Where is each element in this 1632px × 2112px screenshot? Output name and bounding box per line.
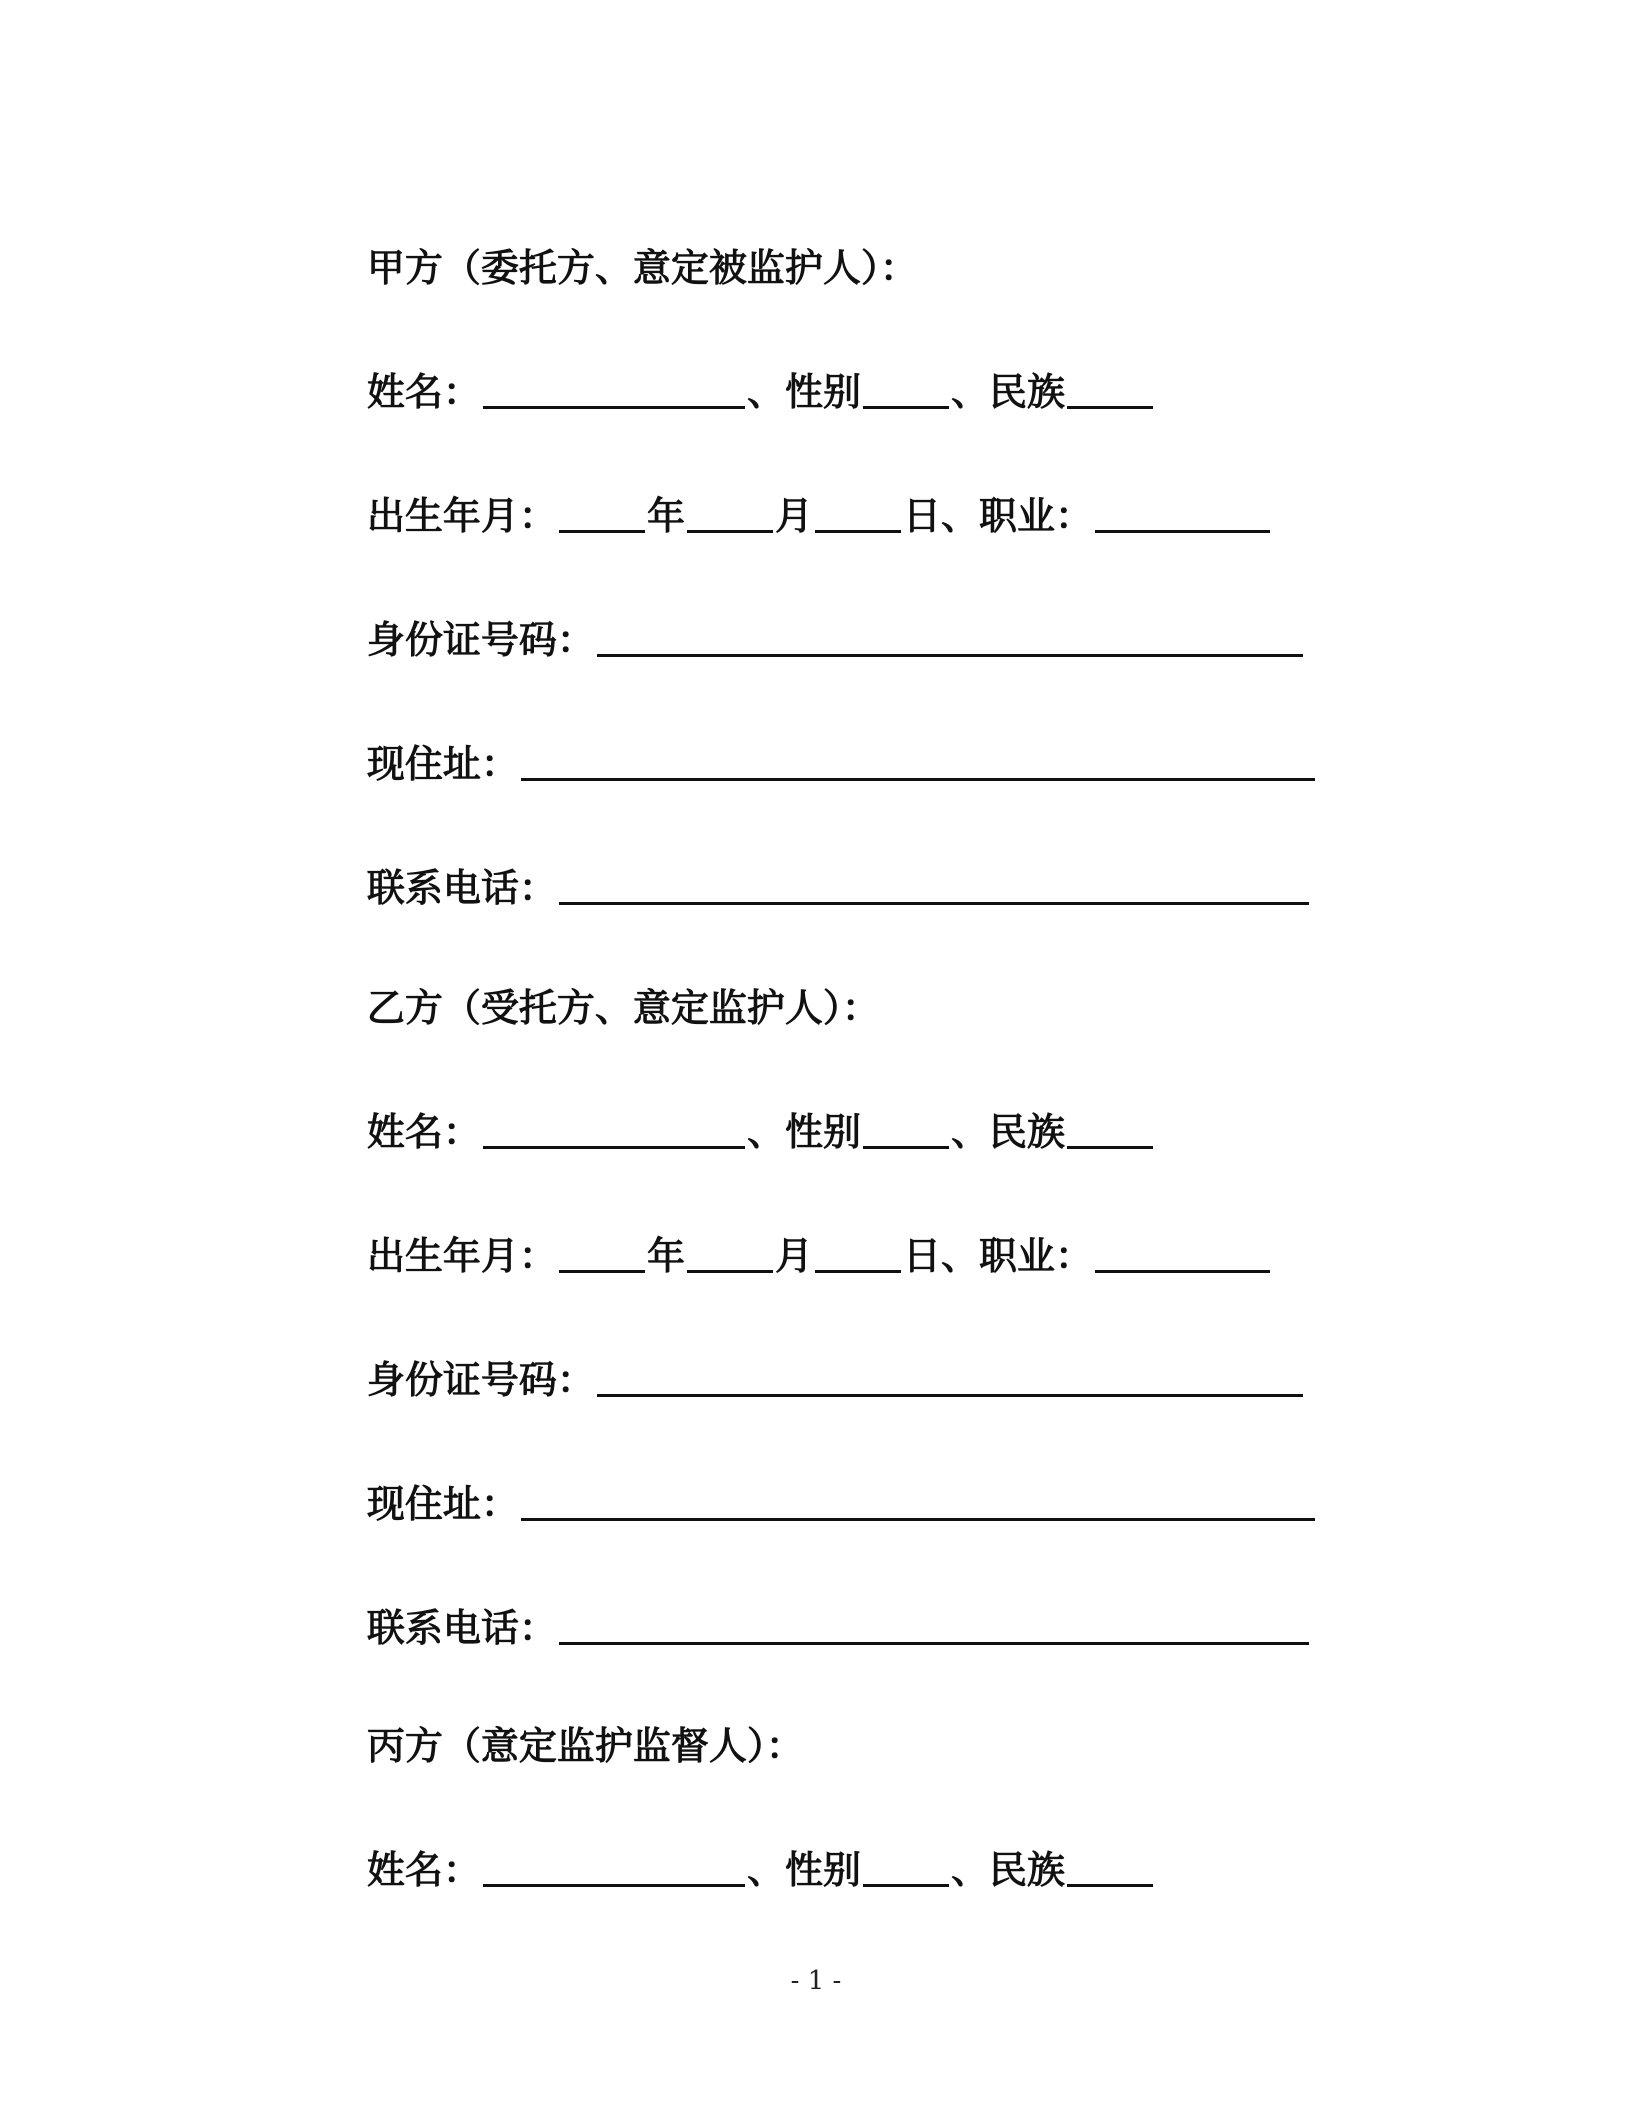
- birth-year-blank[interactable]: [559, 500, 645, 533]
- gender-blank[interactable]: [863, 376, 949, 409]
- ethnicity-label: 、民族: [950, 370, 1065, 414]
- birth-day-blank[interactable]: [815, 500, 901, 533]
- year-label: 年: [646, 1234, 685, 1278]
- birth-label: 出生年月：: [366, 494, 557, 538]
- id-label: 身份证号码：: [366, 618, 595, 662]
- party-c-name-row: [314, 1792, 1155, 1948]
- party-c-heading-text: 丙方（意定监护监督人）：: [366, 1724, 804, 1768]
- party-a-heading-text: 甲方（委托方、意定被监护人）：: [366, 246, 918, 290]
- id-label: 身份证号码：: [366, 1358, 595, 1402]
- name-blank[interactable]: [483, 376, 745, 409]
- birth-month-blank[interactable]: [687, 1240, 773, 1273]
- gender-label: 、性别: [746, 370, 861, 414]
- id-blank[interactable]: [597, 624, 1303, 657]
- day-occupation-label: 日、职业：: [902, 494, 1093, 538]
- year-label: 年: [646, 494, 685, 538]
- gender-label: 、性别: [746, 1110, 861, 1154]
- month-label: 月: [774, 494, 813, 538]
- birth-day-blank[interactable]: [815, 1240, 901, 1273]
- birth-month-blank[interactable]: [687, 500, 773, 533]
- phone-label: 联系电话：: [366, 866, 557, 910]
- day-occupation-label: 日、职业：: [902, 1234, 1093, 1278]
- ethnicity-blank[interactable]: [1067, 376, 1153, 409]
- phone-label: 联系电话：: [366, 1606, 557, 1650]
- birth-label: 出生年月：: [366, 1234, 557, 1278]
- name-label: 姓名：: [366, 1848, 481, 1892]
- page-number: - 1 -: [790, 1966, 842, 1996]
- address-blank[interactable]: [521, 1488, 1315, 1521]
- gender-label: 、性别: [746, 1848, 861, 1892]
- occupation-blank[interactable]: [1095, 500, 1270, 533]
- phone-blank[interactable]: [559, 1612, 1309, 1645]
- party-b-heading-text: 乙方（受托方、意定监护人）：: [366, 986, 880, 1030]
- gender-blank[interactable]: [863, 1116, 949, 1149]
- month-label: 月: [774, 1234, 813, 1278]
- ethnicity-blank[interactable]: [1067, 1854, 1153, 1887]
- address-label: 现住址：: [366, 742, 519, 786]
- ethnicity-label: 、民族: [950, 1110, 1065, 1154]
- name-blank[interactable]: [483, 1116, 745, 1149]
- name-label: 姓名：: [366, 1110, 481, 1154]
- birth-year-blank[interactable]: [559, 1240, 645, 1273]
- address-label: 现住址：: [366, 1482, 519, 1526]
- name-label: 姓名：: [366, 370, 481, 414]
- gender-blank[interactable]: [863, 1854, 949, 1887]
- name-blank[interactable]: [483, 1854, 745, 1887]
- phone-blank[interactable]: [559, 872, 1309, 905]
- id-blank[interactable]: [597, 1364, 1303, 1397]
- occupation-blank[interactable]: [1095, 1240, 1270, 1273]
- ethnicity-blank[interactable]: [1067, 1116, 1153, 1149]
- ethnicity-label: 、民族: [950, 1848, 1065, 1892]
- address-blank[interactable]: [521, 748, 1315, 781]
